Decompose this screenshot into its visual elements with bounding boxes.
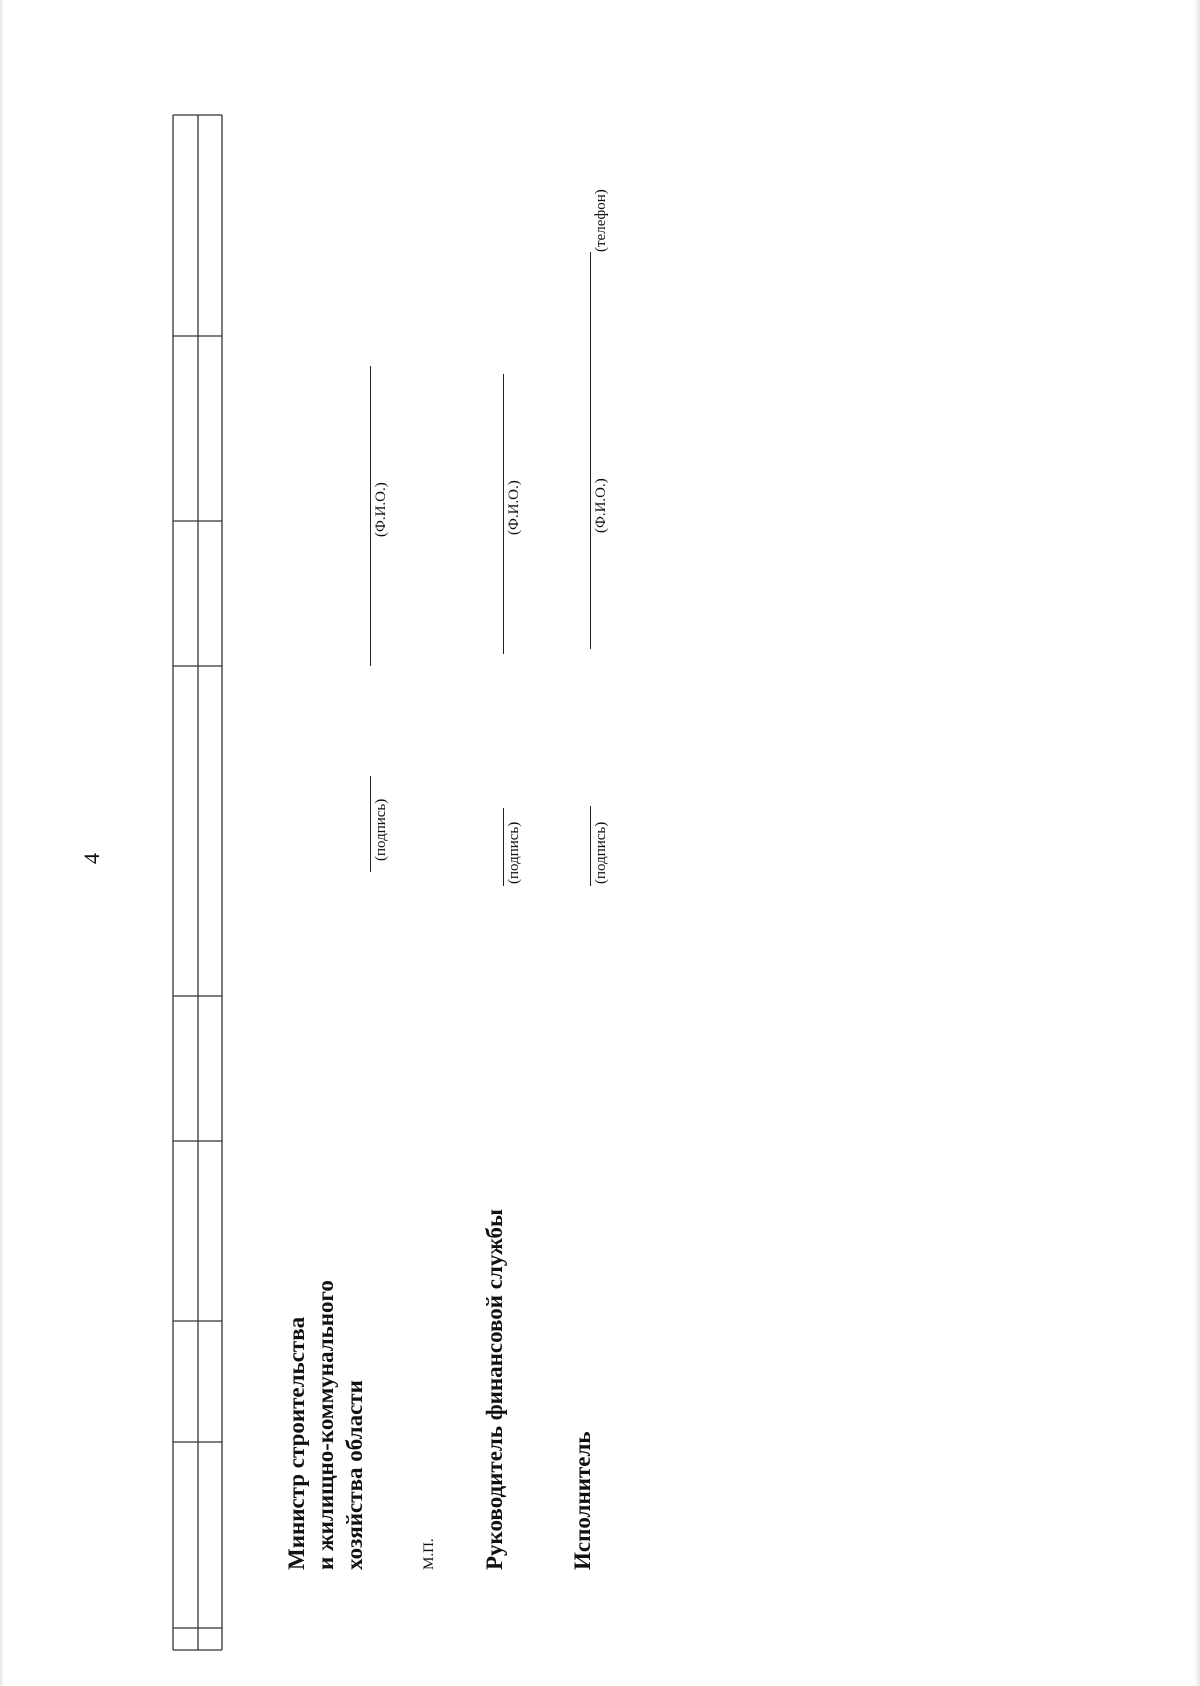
minister-signature-caption: (подпись) bbox=[373, 798, 389, 861]
executor-name-line bbox=[590, 314, 591, 649]
finance-head-signature-line bbox=[503, 808, 504, 886]
minister-name-line bbox=[370, 366, 371, 666]
minister-title-line: Министр строительства bbox=[284, 1316, 309, 1570]
minister-title-line: и жилищно-коммунального bbox=[313, 1280, 338, 1570]
executor-name-caption: (Ф.И.О.) bbox=[593, 478, 609, 533]
finance-head-signature-caption: (подпись) bbox=[506, 821, 522, 884]
finance-head-title: Руководитель финансовой службы bbox=[482, 1209, 507, 1570]
executor-title: Исполнитель bbox=[570, 1431, 595, 1570]
minister-signature-line bbox=[370, 776, 371, 872]
finance-head-name-caption: (Ф.И.О.) bbox=[506, 480, 522, 535]
executor-signature-line bbox=[590, 806, 591, 886]
executor-phone-line bbox=[590, 252, 591, 314]
minister-title-line: хозяйства области bbox=[342, 1380, 367, 1570]
stamp-label: М.П. bbox=[421, 1538, 437, 1570]
minister-title bbox=[282, 1280, 369, 1570]
finance-head-name-line bbox=[503, 374, 504, 654]
executor-phone-caption: (телефон) bbox=[593, 189, 609, 252]
executor-signature-caption: (подпись) bbox=[593, 821, 609, 884]
page-number: 4 bbox=[79, 853, 104, 864]
minister-name-caption: (Ф.И.О.) bbox=[373, 482, 389, 537]
